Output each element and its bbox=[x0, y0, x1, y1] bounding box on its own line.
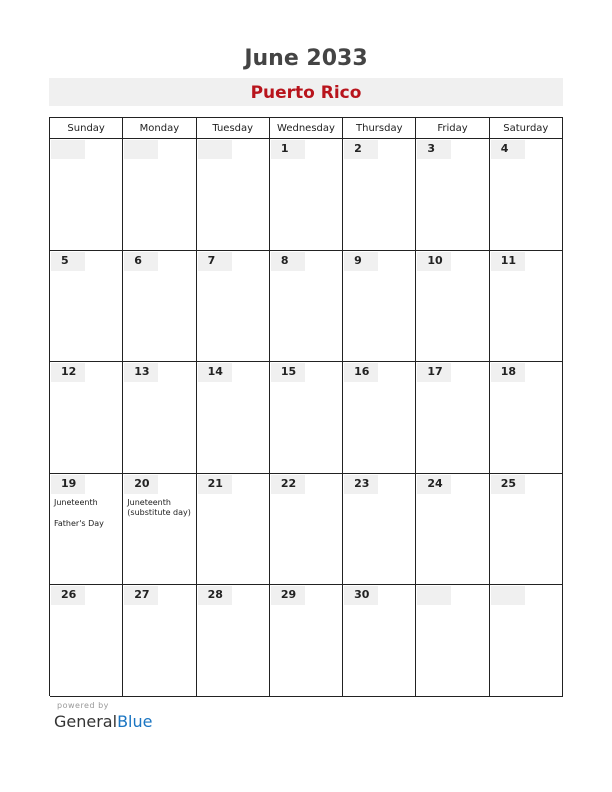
day-number: 28 bbox=[207, 588, 223, 602]
brand-blue: Blue bbox=[117, 712, 153, 731]
day-cell bbox=[343, 362, 416, 474]
day-number: 15 bbox=[280, 365, 297, 379]
day-number: 18 bbox=[500, 365, 516, 379]
day-cell bbox=[490, 474, 563, 586]
brand-general: General bbox=[54, 712, 118, 731]
day-cell bbox=[343, 251, 416, 363]
day-number: 29 bbox=[280, 588, 297, 602]
holiday-label: Juneteenth (substitute day) bbox=[127, 497, 191, 517]
day-number: 3 bbox=[427, 142, 436, 155]
day-cell bbox=[490, 139, 563, 251]
day-cell bbox=[490, 585, 563, 697]
day-number: 7 bbox=[207, 253, 216, 267]
day-cell bbox=[123, 362, 196, 474]
week-row bbox=[50, 585, 563, 697]
powered-by-label: powered by bbox=[57, 701, 109, 710]
day-number: 9 bbox=[354, 253, 362, 267]
day-number: 25 bbox=[500, 476, 516, 490]
day-number: 10 bbox=[427, 253, 443, 267]
day-cell bbox=[416, 362, 489, 474]
day-number-box bbox=[124, 140, 158, 159]
event-list bbox=[127, 498, 192, 529]
day-cell bbox=[270, 474, 343, 586]
day-cell bbox=[50, 139, 123, 251]
week-row bbox=[50, 474, 563, 586]
weekday-header-thursday: Thursday bbox=[343, 118, 416, 139]
day-cell bbox=[490, 251, 563, 363]
calendar-title: June 2033 bbox=[244, 46, 368, 71]
day-number: 23 bbox=[354, 476, 370, 490]
weekday-header-friday: Friday bbox=[416, 118, 489, 139]
day-number: 24 bbox=[427, 476, 443, 490]
day-number: 17 bbox=[427, 365, 443, 379]
day-cell bbox=[343, 585, 416, 697]
day-number: 14 bbox=[207, 365, 223, 379]
day-number: 30 bbox=[354, 588, 370, 602]
day-cell bbox=[123, 251, 196, 363]
day-cell bbox=[123, 474, 196, 586]
country-banner bbox=[49, 78, 563, 106]
holiday-label: Father's Day bbox=[54, 518, 104, 528]
day-cell bbox=[50, 474, 123, 586]
day-number: 11 bbox=[500, 253, 516, 267]
day-cell bbox=[343, 474, 416, 586]
day-cell bbox=[416, 585, 489, 697]
holiday-label: Juneteenth bbox=[54, 497, 98, 507]
day-number: 1 bbox=[280, 142, 289, 155]
day-cell bbox=[270, 585, 343, 697]
day-number: 27 bbox=[134, 588, 150, 602]
day-cell bbox=[270, 362, 343, 474]
week-row bbox=[50, 362, 563, 474]
day-cell bbox=[343, 139, 416, 251]
weekday-header-row bbox=[50, 118, 563, 139]
event-list bbox=[54, 498, 119, 540]
day-number: 19 bbox=[61, 476, 77, 490]
day-number: 8 bbox=[280, 253, 289, 267]
day-cell bbox=[416, 251, 489, 363]
day-number: 5 bbox=[61, 253, 69, 267]
day-number: 4 bbox=[500, 142, 509, 155]
day-number: 20 bbox=[134, 476, 150, 490]
day-number: 16 bbox=[354, 365, 370, 379]
weekday-header-tuesday: Tuesday bbox=[197, 118, 270, 139]
day-cell bbox=[123, 139, 196, 251]
day-cell bbox=[197, 585, 270, 697]
week-row bbox=[50, 139, 563, 251]
day-cell bbox=[197, 251, 270, 363]
day-cell bbox=[197, 362, 270, 474]
calendar-grid bbox=[49, 117, 563, 696]
day-number-box bbox=[491, 586, 525, 605]
day-cell bbox=[197, 139, 270, 251]
day-number: 26 bbox=[61, 588, 77, 602]
day-cell bbox=[490, 362, 563, 474]
day-cell bbox=[416, 139, 489, 251]
weekday-header-wednesday: Wednesday bbox=[270, 118, 343, 139]
day-number: 2 bbox=[354, 142, 362, 155]
day-cell bbox=[416, 474, 489, 586]
day-number-box bbox=[417, 586, 451, 605]
day-cell bbox=[50, 251, 123, 363]
day-cell bbox=[270, 139, 343, 251]
day-cell bbox=[50, 585, 123, 697]
day-number: 13 bbox=[134, 365, 150, 379]
day-cell bbox=[123, 585, 196, 697]
week-row bbox=[50, 251, 563, 363]
day-number: 12 bbox=[61, 365, 77, 379]
day-number: 21 bbox=[207, 476, 223, 490]
weekday-header-sunday: Sunday bbox=[50, 118, 123, 139]
country-name: Puerto Rico bbox=[250, 83, 362, 103]
day-number: 22 bbox=[280, 476, 297, 490]
day-cell bbox=[197, 474, 270, 586]
generalblue-logo bbox=[54, 712, 152, 731]
day-cell bbox=[270, 251, 343, 363]
day-number-box bbox=[198, 140, 232, 159]
day-number-box bbox=[51, 140, 85, 159]
day-number: 6 bbox=[134, 253, 142, 267]
day-cell bbox=[50, 362, 123, 474]
weekday-header-saturday: Saturday bbox=[490, 118, 563, 139]
weekday-header-monday: Monday bbox=[123, 118, 196, 139]
